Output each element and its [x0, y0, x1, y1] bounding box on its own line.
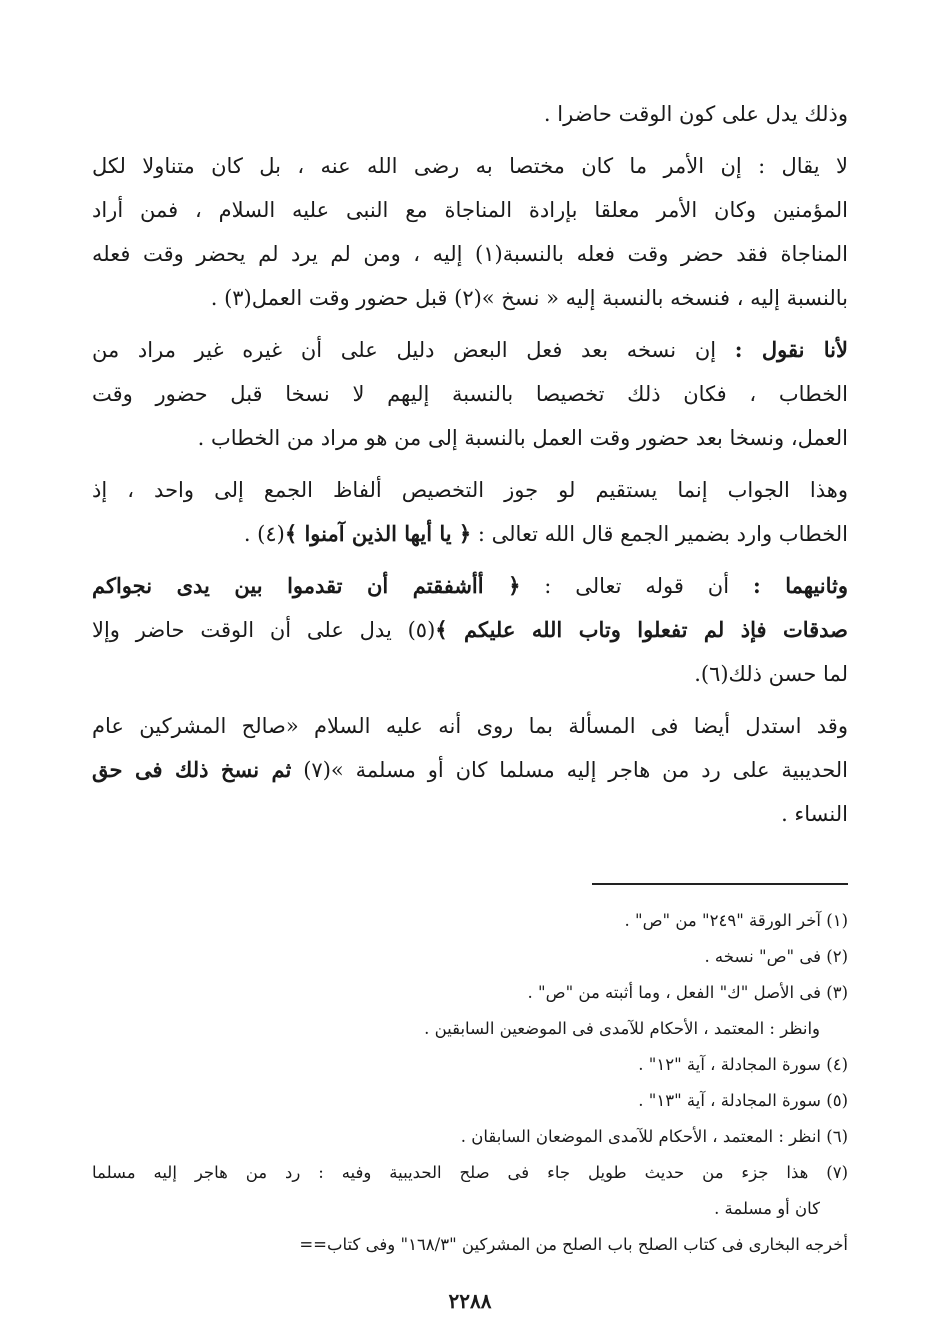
- paragraph-4-line-2: [92, 512, 848, 556]
- page-number: ٢٢٨٨: [448, 1289, 492, 1313]
- paragraph-gap: [92, 136, 848, 144]
- footnote-2: (٢) فى "ص" نسخه .: [704, 947, 848, 966]
- footnote-3: (٣) فى الأصل "ك" الفعل ، وما أثبته من "ص" .: [527, 983, 848, 1002]
- footnotes: [92, 903, 848, 1263]
- footnote-3-continuation: وانظر : المعتمد ، الأحكام للآمدى فى الموضعين السابقين .: [424, 1019, 820, 1038]
- paragraph-4-line-1: وهذا الجواب إنما يستقيم لو جوز التخصيص ألفاظ الجمع إلى واحد ، إذ: [92, 478, 848, 502]
- quran-quote: ﴿ أأشفقتم أن تقدموا بين يدى نجواكم: [92, 573, 521, 598]
- paragraph-gap: [92, 556, 848, 564]
- paragraph-3-line-2: الخطاب ، فكان ذلك تخصيصا بالنسبة إليهم لا نسخا قبل حضور وقت: [92, 382, 848, 406]
- footnote-5: (٥) سورة المجادلة ، آية "١٣" .: [638, 1091, 848, 1110]
- footnote-7-source: أخرجه البخارى فى كتاب الصلح باب الصلح من المشركين "١٦٨/٣" وفى كتاب==: [299, 1235, 848, 1254]
- paragraph-1-line-1: وذلك يدل على كون الوقت حاضرا .: [543, 102, 848, 126]
- footnote-7: (٧) هذا جزء من حديث طويل جاء فى صلح الحديبية وفيه : رد من هاجر إليه مسلما: [92, 1163, 848, 1182]
- paragraph-3-line-1-text: إن نسخه بعد فعل البعض دليل على أن غيره غير مراد من: [92, 338, 735, 362]
- main-text: [92, 92, 848, 836]
- paragraph-2-line-2: المؤمنين وكان الأمر معلقا بإرادة المناجاة مع النبى عليه السلام ، فمن أراد: [92, 198, 848, 222]
- footnote-6: (٦) انظر : المعتمد ، الأحكام للآمدى الموضعان السابقان .: [460, 1127, 848, 1146]
- paragraph-5-line-1: [92, 564, 848, 608]
- paragraph-3-line-1: [92, 328, 848, 372]
- paragraph-4-line-2-prefix: الخطاب وارد بضمير الجمع قال الله تعالى :: [471, 522, 848, 546]
- paragraph-3-lead: لأنا نقول :: [734, 337, 849, 362]
- paragraph-5-line-1-middle: أن قوله تعالى :: [520, 574, 753, 598]
- paragraph-gap: [92, 320, 848, 328]
- footnote-1: (١) آخر الورقة "٢٤٩" من "ص" .: [624, 911, 848, 930]
- footnote-ref-4: (٤) .: [243, 522, 285, 546]
- paragraph-6-line-1: وقد استدل أيضا فى المسألة بما روى أنه عليه السلام «صالح المشركين عام: [92, 714, 848, 738]
- paragraph-5-lead: وثانيهما :: [752, 573, 848, 598]
- paragraph-gap: [92, 696, 848, 704]
- footnote-divider: [592, 883, 848, 885]
- paragraph-5-line-3: لما حسن ذلك(٦).: [694, 662, 848, 686]
- paragraph-2-line-4: بالنسبة إليه ، فنسخه بالنسبة إليه « نسخ »(٢) قبل حضور وقت العمل(٣) .: [210, 286, 848, 310]
- paragraph-gap: [92, 460, 848, 468]
- paragraph-5-line-2-suffix: (٥) يدل على أن الوقت حاضر وإلا: [92, 618, 436, 642]
- quran-quote: صدقات فإذ لم تفعلوا وتاب الله عليكم ﴾: [435, 617, 849, 642]
- paragraph-6-line-2: [92, 748, 848, 792]
- footnote-7-continuation: كان أو مسلمة .: [714, 1199, 820, 1218]
- paragraph-2-line-3: المناجاة فقد حضر وقت فعله بالنسبة(١) إليه ، ومن لم يرد لم يحضر وقت فعله: [92, 242, 849, 266]
- paragraph-2-line-1: لا يقال : إن الأمر ما كان مختصا به رضى الله عنه ، بل كان متناولا لكل: [92, 154, 848, 178]
- paragraph-6-line-3: النساء .: [781, 802, 848, 826]
- paragraph-6-line-2-bold: ثم نسخ ذلك فى حق: [92, 757, 292, 782]
- footnote-4: (٤) سورة المجادلة ، آية "١٢" .: [638, 1055, 848, 1074]
- paragraph-3-line-3: العمل، ونسخا بعد حضور وقت العمل بالنسبة إلى من هو مراد من الخطاب .: [197, 426, 848, 450]
- paragraph-5-line-2: [92, 608, 848, 652]
- quran-quote: ﴿ يا أيها الذين آمنوا ﴾: [284, 521, 472, 546]
- paragraph-6-line-2-prefix: الحديبية على رد من هاجر إليه مسلما كان أو مسلمة »(٧): [291, 758, 848, 782]
